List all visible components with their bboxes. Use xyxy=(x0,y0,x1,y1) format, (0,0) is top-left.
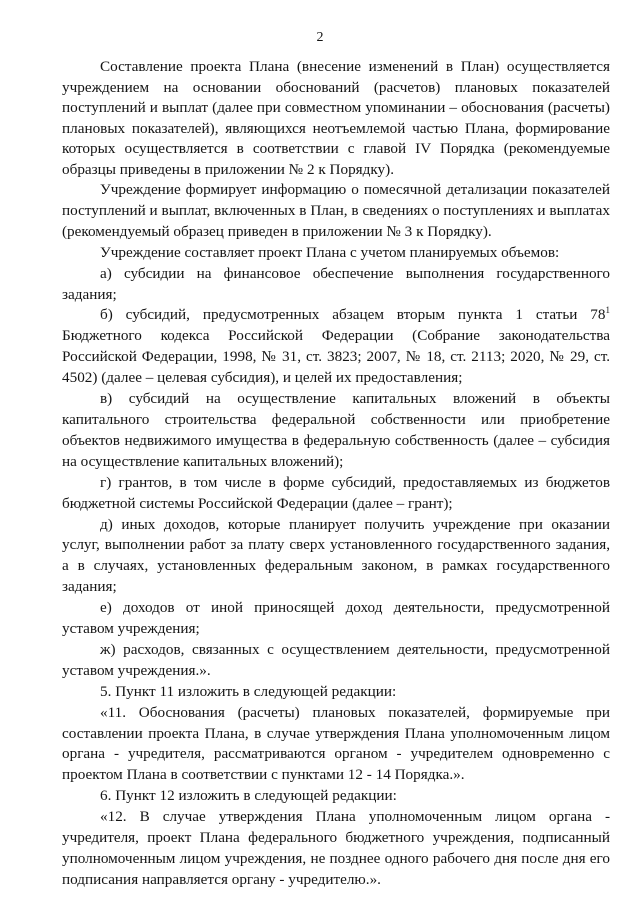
document-body xyxy=(62,57,610,891)
list-item-b-text: б) субсидий, предусмотренных абзацем вторым пункта 1 статьи 78 xyxy=(100,306,606,324)
page-number: 2 xyxy=(316,30,324,45)
list-item-v: в) субсидий на осуществление капитальных вложений в объекты капитального строительства федеральной собственности или приобретение объектов недвижимого имущества в федеральную собственность (далее – субсидия на осуществление капитальных вложений); xyxy=(62,390,610,470)
list-item-d: д) иных доходов, которые планирует получить учреждение при оказании услуг, выполнении работ за плату сверх установленного государственного задания, а в случаях, установленных федеральным законом, в рамках государственного задания; xyxy=(62,515,610,596)
paragraph-monthly-detail: Учреждение формирует информацию о помесячной детализации показателей поступлений и выплат, включенных в План, в сведениях о поступлениях и выплатах (рекомендуемый образец приведен в приложении № 3 к Порядку). xyxy=(62,181,610,240)
list-item-b xyxy=(62,305,610,389)
clause-11-text: «11. Обоснования (расчеты) плановых показателей, формируемые при составлении проекта Плана, в случае утверждения Плана уполномоченным лицом органа - учредителя, рассматриваются органом - учредителем одновременно с проектом Плана в соответствии с пунктами 12 - 14 Порядка.». xyxy=(62,703,610,784)
amendment-point-5: 5. Пункт 11 изложить в следующей редакции: xyxy=(100,682,397,700)
paragraph-planned-volumes: Учреждение составляет проект Плана с учетом планируемых объемов: xyxy=(100,243,560,261)
list-item-zh: ж) расходов, связанных с осуществлением деятельности, предусмотренной уставом учреждения.». xyxy=(62,640,610,679)
list-item-e: е) доходов от иной приносящей доход деятельности, предусмотренной уставом учреждения; xyxy=(62,599,610,638)
amendment-point-6: 6. Пункт 12 изложить в следующей редакции: xyxy=(100,787,397,805)
clause-12-text: «12. В случае утверждения Плана уполномоченным лицом органа - учредителя, проект Плана федерального бюджетного учреждения, подписанный уполномоченным лицом учреждения, не позднее одного рабочего дня после дня его подписания направляется органу - учредителю.». xyxy=(62,808,610,888)
footnote-superscript: 1 xyxy=(605,305,610,316)
list-item-a: а) субсидии на финансовое обеспечение выполнения государственного задания; xyxy=(62,264,610,303)
list-item-b-continuation: Бюджетного кодекса Российской Федерации (Собрание законодательства Российской Федерации, 1998, № 31, ст. 3823; 2007, № 18, ст. 2113; 2020, № 29, ст. 4502) (далее – целевая субсидия), и целей их предоставления; xyxy=(62,327,610,387)
list-item-g: г) грантов, в том числе в форме субсидий, предоставляемых из бюджетов бюджетной системы Российской Федерации (далее – грант); xyxy=(62,473,610,512)
paragraph-plan-drafting: Составление проекта Плана (внесение изменений в План) осуществляется учреждением на основании обоснований (расчетов) плановых показателей поступлений и выплат (далее при совместном упоминании – обоснования (расчеты) плановых показателей), являющихся неотъемлемой частью Плана, формирование которых осуществляется в соответствии с главой IV Порядка (рекомендуемые образцы приведены в приложении № 2 к Порядку). xyxy=(62,58,610,178)
